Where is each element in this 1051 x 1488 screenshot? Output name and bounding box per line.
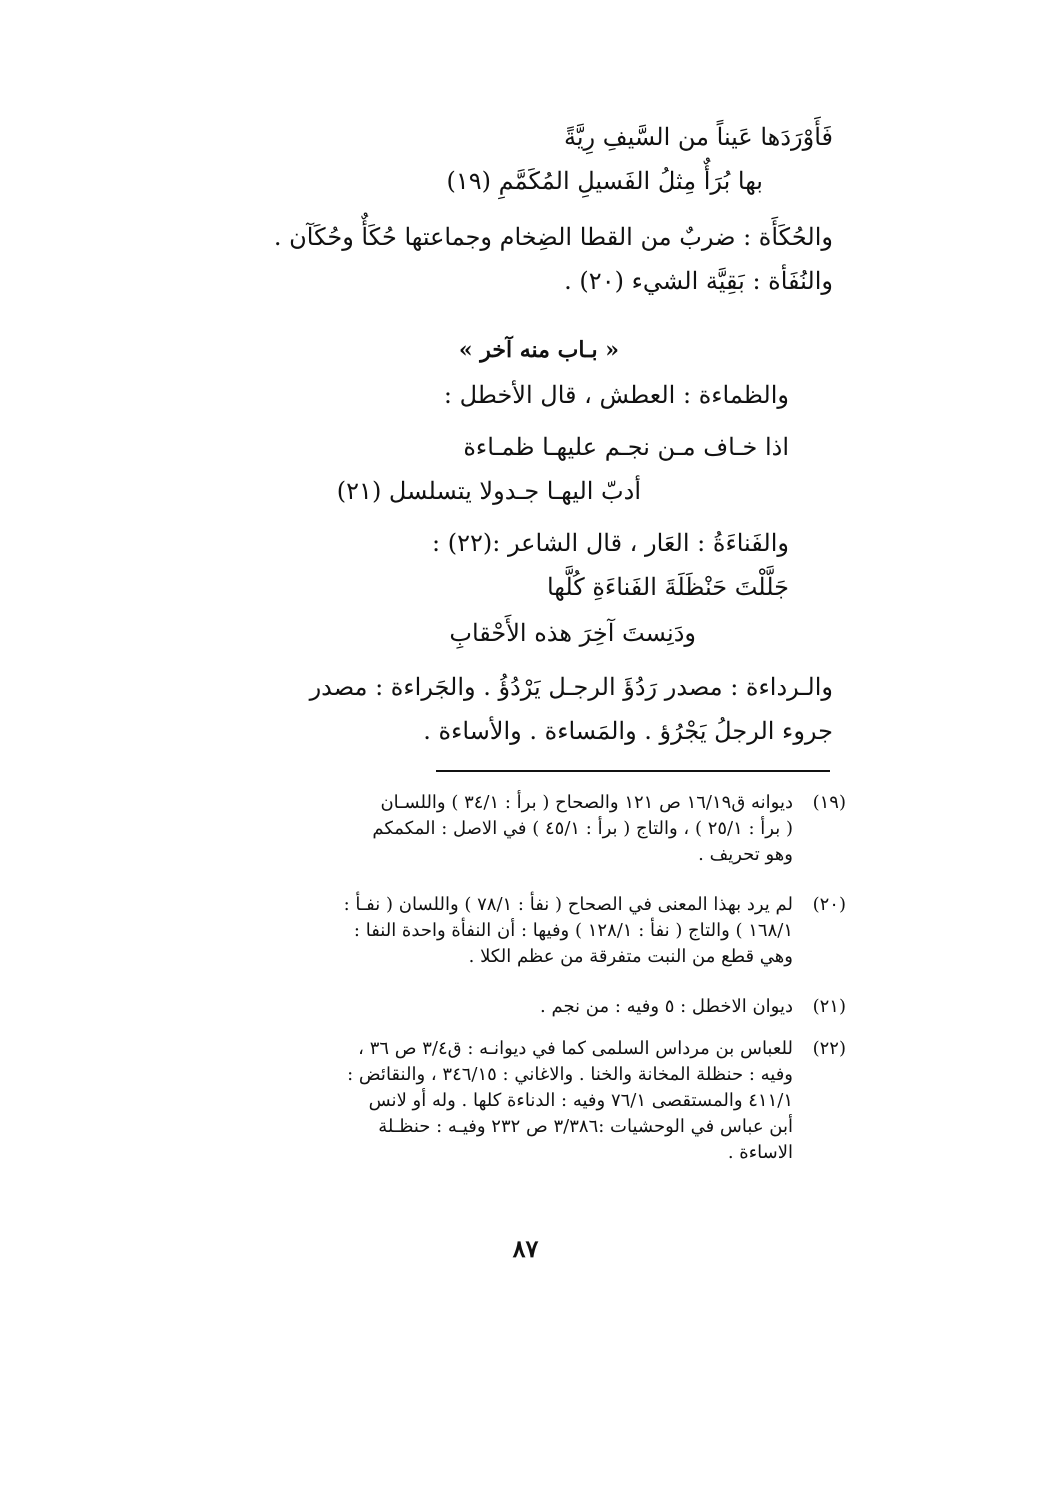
- para1-line2: والنُفَأة : بَقِيَّة الشيء (٢٠) .: [564, 267, 833, 295]
- footnote-text: [193, 790, 793, 868]
- footnote-line: للعباس بن مرداس السلمى كما في ديوانـه : ق٣/٤ ص ٣٦ ،: [358, 1038, 793, 1059]
- footnote-line: الاساءة .: [727, 1142, 793, 1164]
- footnote-line: ٤١١/١ والمستقصى ٧٦/١ وفيه : الدناءة كلها . وله أو لانس: [368, 1090, 793, 1112]
- footnote-number: (١٩): [812, 792, 846, 813]
- footnote-text: [193, 1036, 793, 1166]
- para1-line1: والحُكَأَة : ضربٌ من القطا الضِخام وجماعتها حُكَأٌ وحُكَآن .: [273, 223, 833, 251]
- poem1-line2: بها بُرَأٌ مِثلُ الفَسيلِ المُكَمَّمِ (١٩): [446, 167, 763, 195]
- footnote-line: ديوان الاخطل : ٥ وفيه : من نجم .: [540, 996, 793, 1017]
- section-heading: « بـاب منه آخر »: [458, 337, 619, 363]
- footnote-line: ١٦٨/١ ) والتاج ( نفأ : ١٢٨/١ ) وفيها : أن النفأة واحدة النفا :: [353, 920, 793, 942]
- footnote-number: (٢١): [812, 996, 846, 1017]
- footnote-line: ديوانه ق١٦/١٩ ص ١٢١ والصحاح ( برأ : ٣٤/١ ) واللسـان: [380, 792, 793, 813]
- para4-line1: والـرداءة : مصدر رَدُؤَ الرجـل يَرْدُؤُ . والجَراءة : مصدر: [309, 673, 833, 701]
- footnote-line: لم يرد بهذا المعنى في الصحاح ( نفأ : ٧٨/١ ) واللسان ( نفـأ :: [343, 894, 793, 915]
- para2-line1: والظماءة : العطش ، قال الأخطل :: [443, 381, 789, 409]
- footnote-line: وفيه : حنظلة المخانة والخنا . والاغاني : ٣٤٦/١٥ ، والنقائض :: [347, 1064, 793, 1086]
- footnote-number: (٢٠): [812, 894, 846, 915]
- footnote-line: أبن عباس في الوحشيات :٣/٣٨٦ ص ٢٣٢ وفيـه : حنظـلة: [378, 1116, 793, 1138]
- para3-line1: والفَناءَةُ : العَار ، قال الشاعر :(٢٢) :: [432, 529, 789, 557]
- poem3-line1: جَلَّلْتَ حَنْظَلَةَ الفَناءَةِ كُلَّها: [546, 573, 789, 601]
- footnote-number: (٢٢): [812, 1038, 846, 1059]
- poem2-line2: أدبّ اليهـا جـدولا يتسلسل (٢١): [336, 477, 641, 505]
- poem2-line1: اذا خـاف مـن نجـم عليهـا ظمـاءة: [463, 433, 789, 461]
- footnote-text: [193, 994, 793, 1020]
- footnote-separator: [436, 770, 830, 772]
- footnote-text: [193, 892, 793, 970]
- footnote-line: وهي قطع من النبت متفرقة من عظم الكلا .: [468, 946, 793, 968]
- poem3-line2: ودَنِستَ آخِرَ هذه الأَحْقابِ: [449, 619, 696, 647]
- page-number: ٨٧: [512, 1234, 539, 1263]
- footnote-line: ( برأ : ٢٥/١ ) ، والتاج ( برأ : ٤٥/١ ) في الاصل : المكمكم: [372, 818, 793, 840]
- para4-line2: جروء الرجلُ يَجْرُؤ . والمَساءة . والأساءة .: [423, 717, 833, 745]
- footnote-line: وهو تحريف .: [698, 844, 793, 866]
- poem1-line1: فَأَوْرَدَها عَيناً من السَّيفِ رِيَّةً: [564, 123, 833, 151]
